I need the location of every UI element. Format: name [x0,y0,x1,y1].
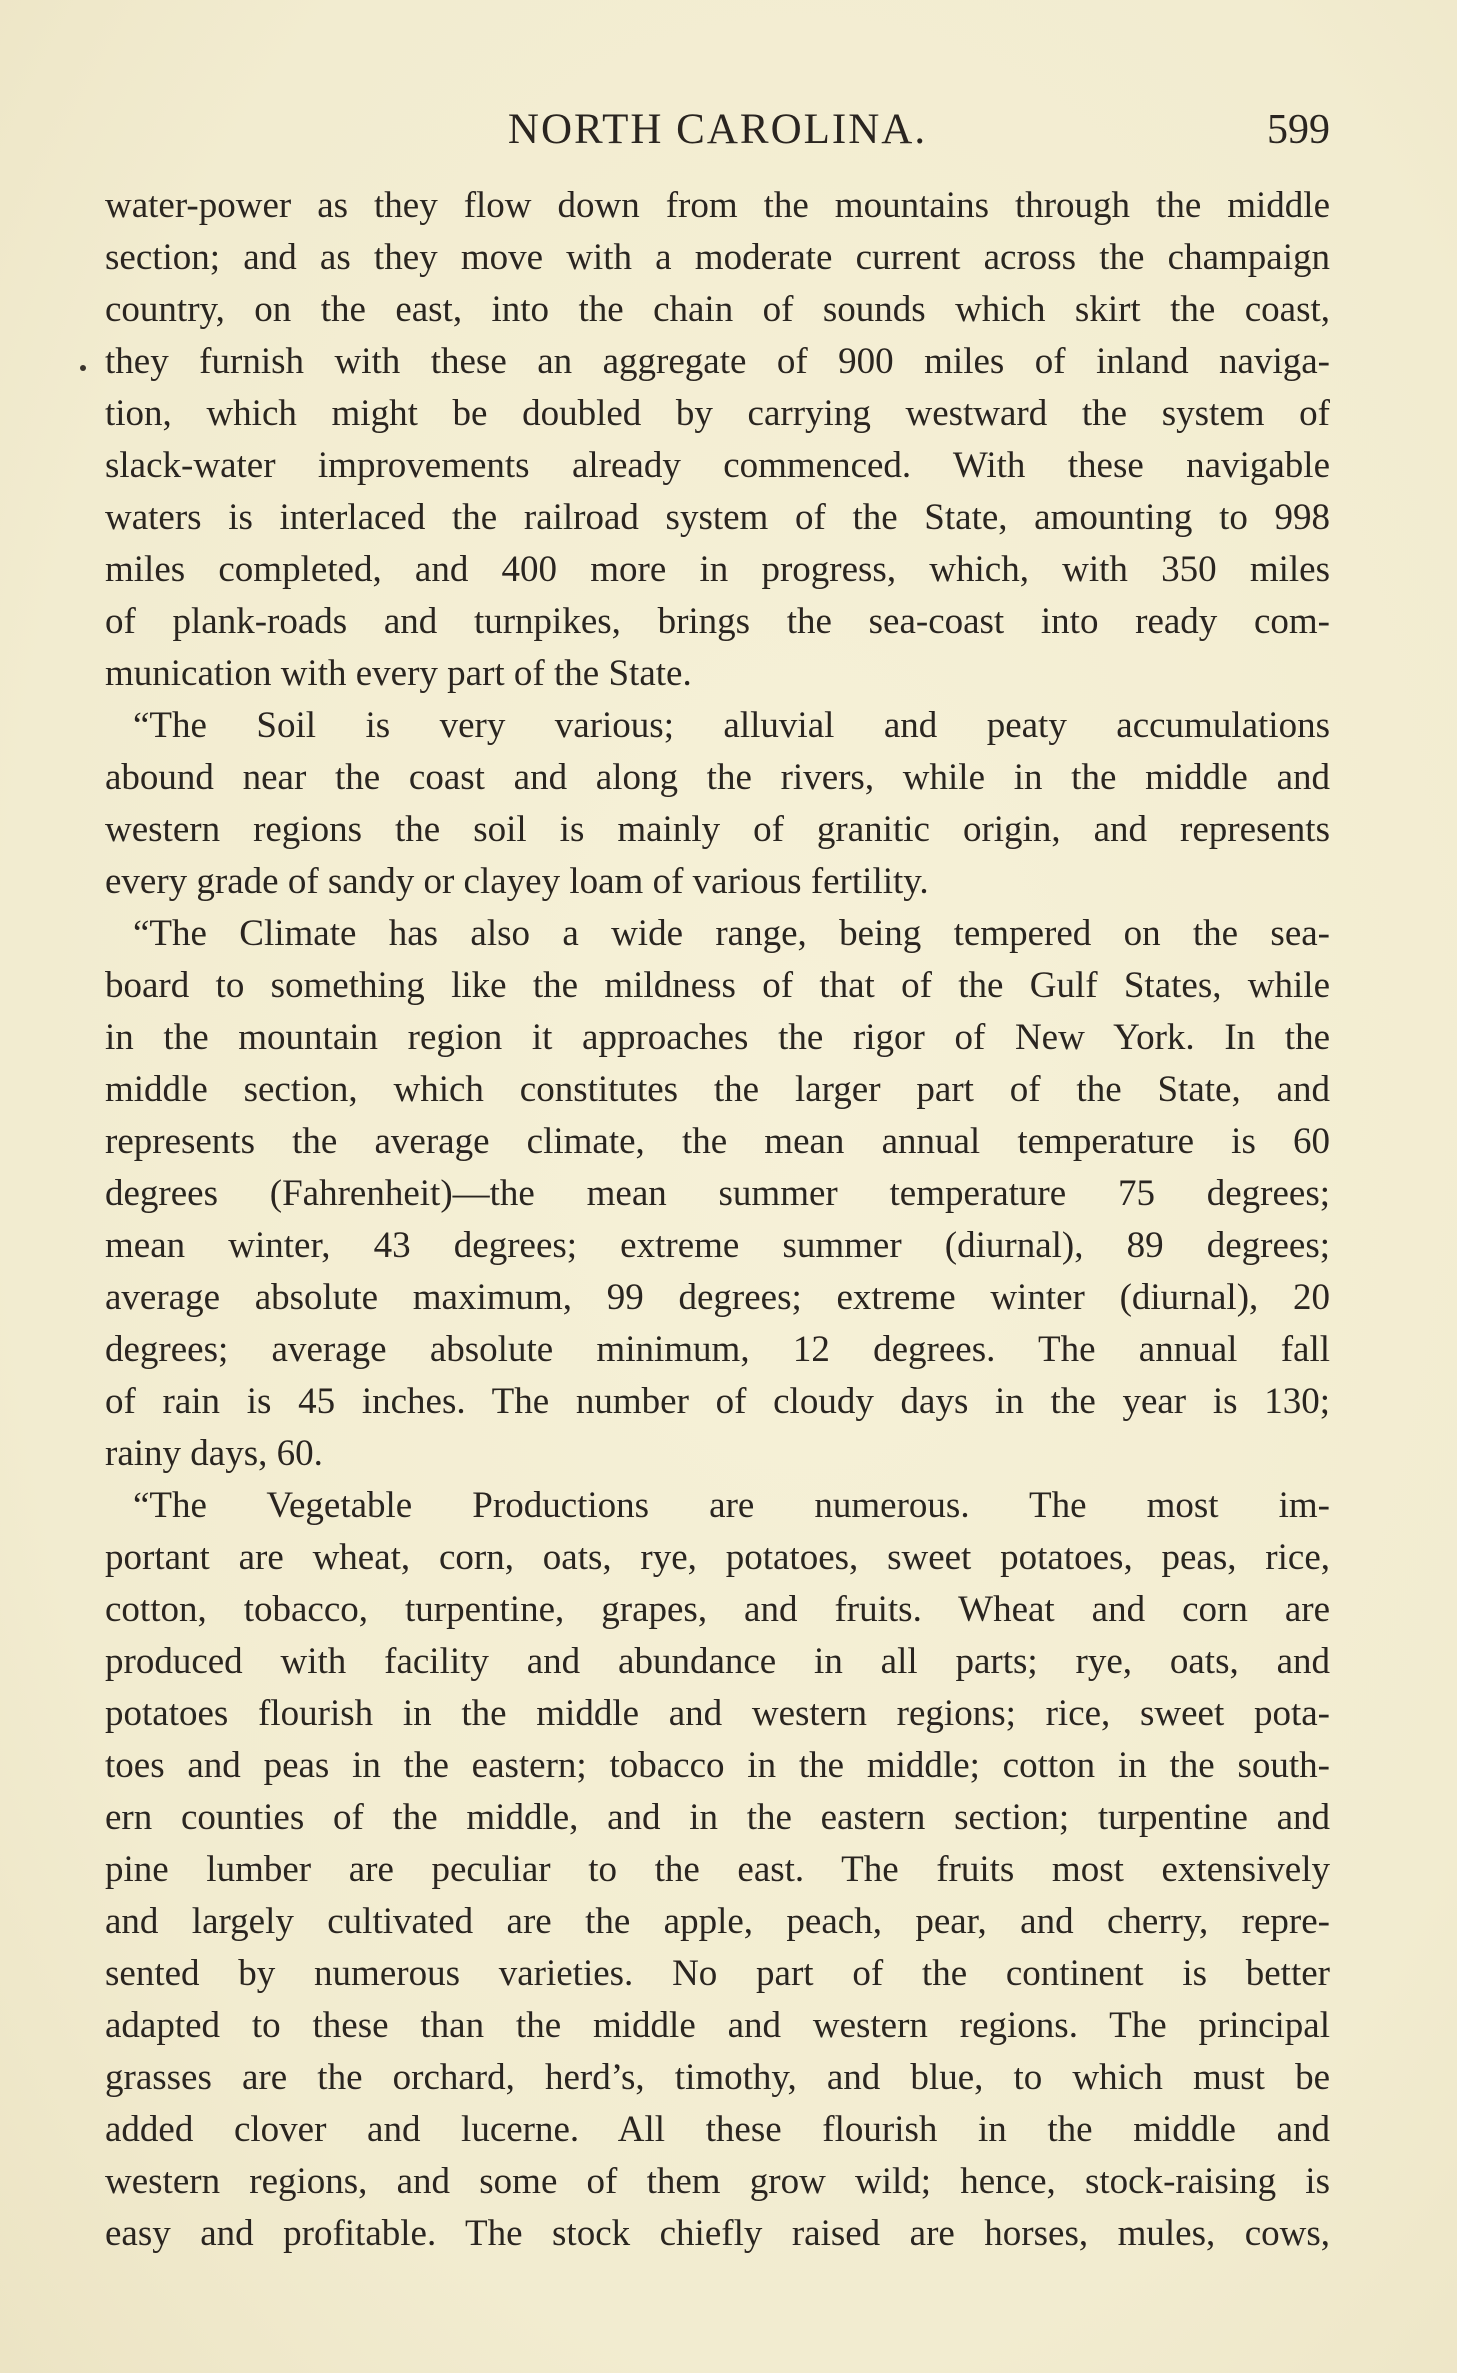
page-number: 599 [1267,107,1330,153]
text-line: toes and peas in the eastern; tobacco in the middle; cotton in the south- [105,1745,1330,1786]
text-line: abound near the coast and along the rivers, while in the middle and [105,757,1330,798]
text-line: rainy days, 60. [105,1433,323,1474]
text-line: water-power as they flow down from the mountains through the middle [105,185,1330,226]
text-line: middle section, which constitutes the larger part of the State, and [105,1069,1330,1110]
text-line: “The Soil is very various; alluvial and peaty accumulations [133,705,1330,746]
text-line: munication with every part of the State. [105,653,692,694]
text-line: miles completed, and 400 more in progress, which, with 350 miles [105,549,1330,590]
text-line: sented by numerous varieties. No part of the continent is better [105,1953,1330,1994]
text-line: and largely cultivated are the apple, peach, pear, and cherry, repre- [105,1901,1330,1942]
text-line: portant are wheat, corn, oats, rye, potatoes, sweet potatoes, peas, rice, [105,1537,1330,1578]
text-line: western regions the soil is mainly of granitic origin, and represents [105,809,1330,850]
text-line: produced with facility and abundance in all parts; rye, oats, and [105,1641,1330,1682]
text-line: “The Vegetable Productions are numerous. The most im- [133,1485,1330,1526]
text-line: in the mountain region it approaches the rigor of New York. In the [105,1017,1330,1058]
text-line: section; and as they move with a moderate current across the champaign [105,237,1330,278]
text-line: mean winter, 43 degrees; extreme summer (diurnal), 89 degrees; [105,1225,1330,1266]
text-line: western regions, and some of them grow wild; hence, stock-raising is [105,2161,1330,2202]
running-head [105,100,1330,160]
text-line: “The Climate has also a wide range, being tempered on the sea- [133,913,1330,954]
text-line: easy and profitable. The stock chiefly raised are horses, mules, cows, [105,2213,1330,2254]
text-line: slack-water improvements already commenced. With these navigable [105,445,1330,486]
text-line: adapted to these than the middle and western regions. The principal [105,2005,1330,2046]
text-line: pine lumber are peculiar to the east. The fruits most extensively [105,1849,1330,1890]
text-line: country, on the east, into the chain of sounds which skirt the coast, [105,289,1330,330]
text-line: grasses are the orchard, herd’s, timothy, and blue, to which must be [105,2057,1330,2098]
text-line: ern counties of the middle, and in the eastern section; turpentine and [105,1797,1330,1838]
text-line: waters is interlaced the railroad system of the State, amounting to 998 [105,497,1330,538]
running-title: NORTH CAROLINA. [507,106,928,153]
text-line: of plank-roads and turnpikes, brings the sea-coast into ready com- [105,601,1330,642]
body-text [105,180,1330,2260]
text-line: average absolute maximum, 99 degrees; extreme winter (diurnal), 20 [105,1277,1330,1318]
text-line: board to something like the mildness of that of the Gulf States, while [105,965,1330,1006]
text-line: of rain is 45 inches. The number of cloudy days in the year is 130; [105,1381,1330,1422]
text-line: represents the average climate, the mean annual temperature is 60 [105,1121,1330,1162]
text-line: added clover and lucerne. All these flourish in the middle and [105,2109,1330,2150]
text-line: tion, which might be doubled by carrying westward the system of [105,393,1330,434]
text-line: degrees; average absolute minimum, 12 degrees. The annual fall [105,1329,1330,1370]
margin-dot-mark [80,365,86,371]
text-line: degrees (Fahrenheit)—the mean summer temperature 75 degrees; [105,1173,1330,1214]
text-line: potatoes flourish in the middle and western regions; rice, sweet pota- [105,1693,1330,1734]
text-line: every grade of sandy or clayey loam of various fertility. [105,861,929,902]
text-line: cotton, tobacco, turpentine, grapes, and fruits. Wheat and corn are [105,1589,1330,1630]
text-line: they furnish with these an aggregate of 900 miles of inland naviga- [105,341,1330,382]
